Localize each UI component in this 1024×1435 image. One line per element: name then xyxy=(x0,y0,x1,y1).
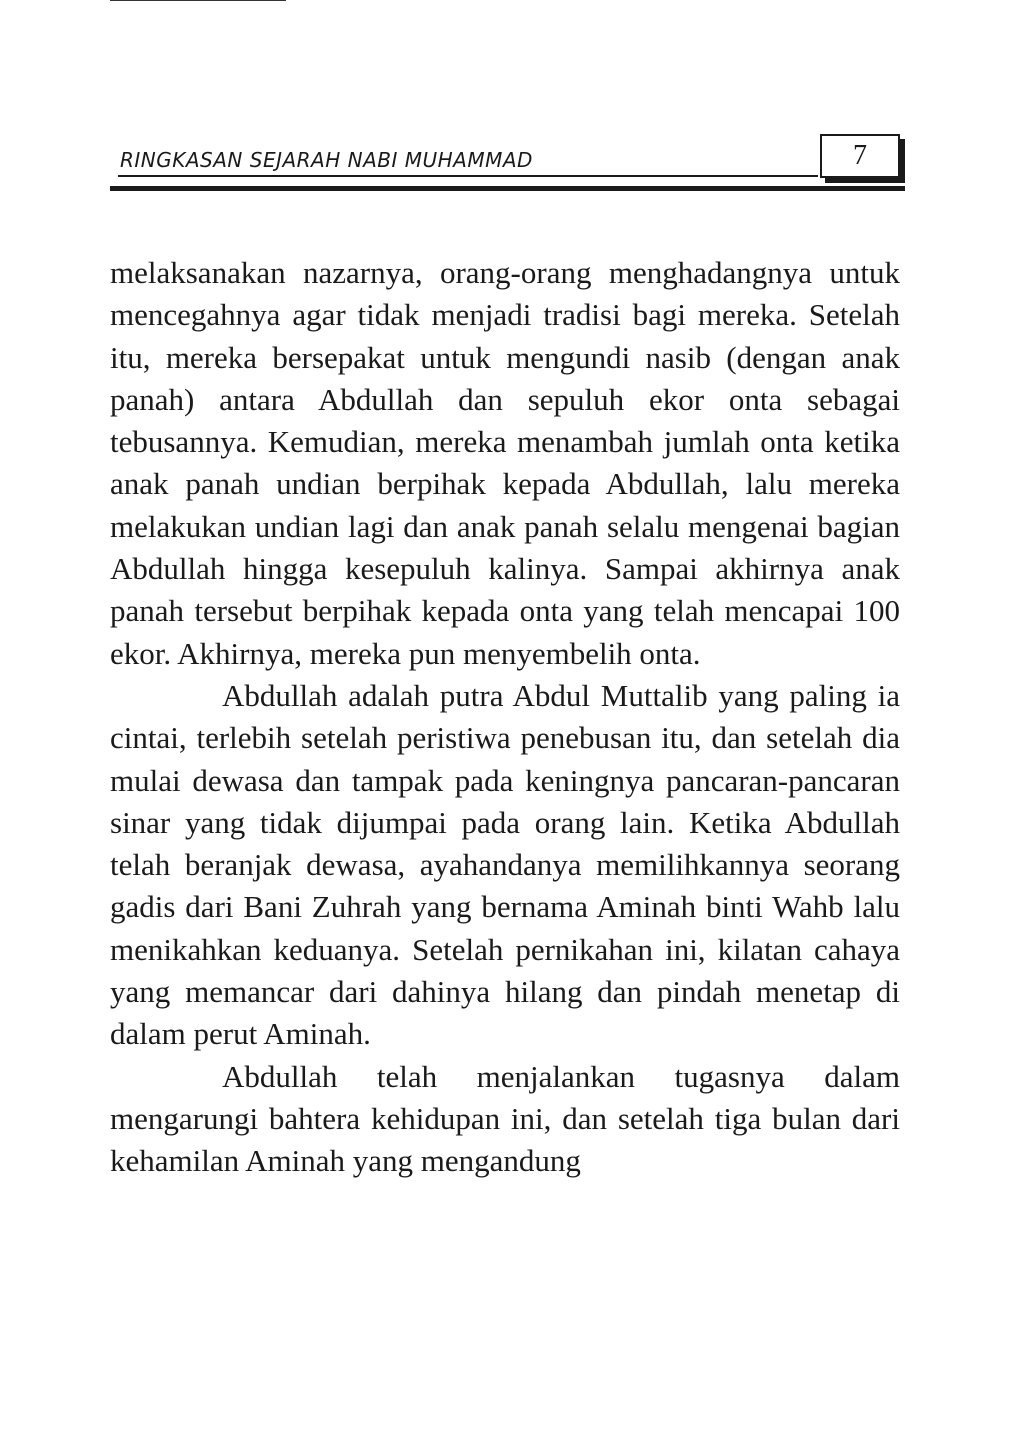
page-number: 7 xyxy=(853,140,867,171)
top-edge-rule xyxy=(110,0,286,1)
header-thick-rule xyxy=(110,186,905,191)
paragraph-1: melaksanakan nazarnya, orang-orang menghadangnya untuk mencegahnya agar tidak menjadi tradisi bagi mereka. Setelah itu, mereka bersepakat untuk mengundi nasib (dengan anak panah) antara Abdullah dan sepuluh ekor onta sebagai tebusannya. Kemudian, mereka menambah jumlah onta ketika anak panah undian berpihak kepada Abdullah, lalu mereka melakukan undian lagi dan anak panah selalu mengenai bagian Abdullah hingga kesepuluh kalinya. Sampai akhirnya anak panah tersebut berpihak kepada onta yang telah mencapai 100 ekor. Akhirnya, mereka pun menyembelih onta. xyxy=(110,255,900,671)
running-title: RINGKASAN SEJARAH NABI MUHAMMAD xyxy=(120,148,533,172)
paragraph-2: Abdullah adalah putra Abdul Muttalib yang paling ia cintai, terlebih setelah peristiwa penebusan itu, dan setelah dia mulai dewasa dan tampak pada keningnya pancaran-pancaran sinar yang tidak dijumpai pada orang lain. Ketika Abdullah telah beranjak dewasa, ayahandanya memilihkannya seorang gadis dari Bani Zuhrah yang bernama Aminah binti Wahb lalu menikahkan keduanya. Setelah pernikahan ini, kilatan cahaya yang memancar dari dahinya hilang dan pindah menetap di dalam perut Aminah. xyxy=(110,677,900,1052)
page-header xyxy=(110,134,905,196)
title-underline xyxy=(118,175,818,177)
paragraph-3: Abdullah telah menjalankan tugasnya dalam mengarungi bahtera kehidupan ini, dan setelah tiga bulan dari kehamilan Aminah yang mengandung xyxy=(110,1058,900,1179)
body-text xyxy=(110,252,900,1183)
page-number-box xyxy=(820,134,900,178)
